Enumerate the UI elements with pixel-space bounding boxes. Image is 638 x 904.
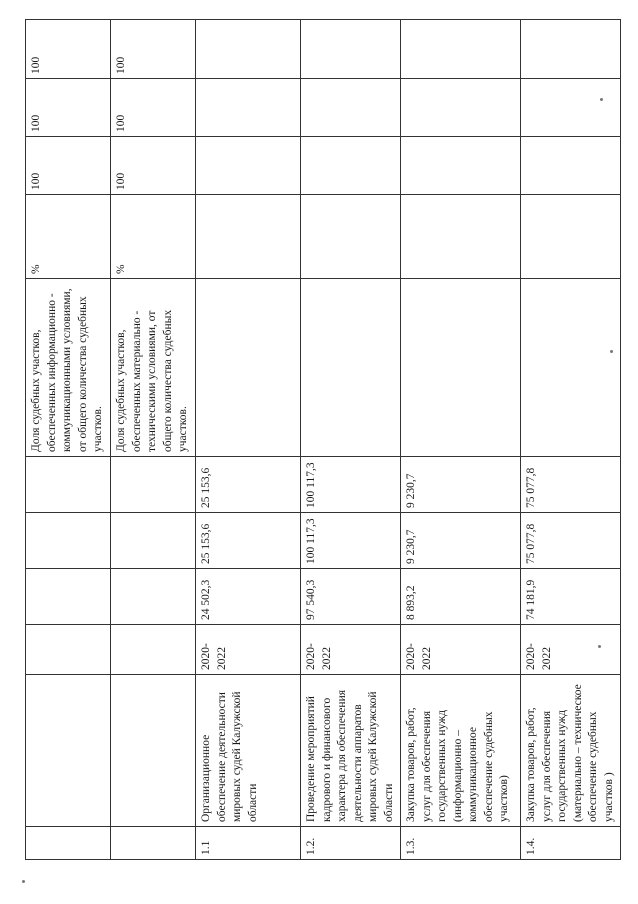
row-number-cell bbox=[111, 827, 196, 860]
period-cell: 2020-2022 bbox=[521, 625, 621, 675]
target-2022-cell bbox=[401, 20, 521, 79]
funding-2022-cell: 9 230,7 bbox=[401, 457, 521, 513]
unit-cell bbox=[401, 195, 521, 279]
scan-speck bbox=[22, 880, 25, 883]
event-name-cell: Проведение мероприятий кадрового и финансового характера для обеспечения деятельности аппаратов мировых судей Калужской области bbox=[301, 675, 401, 827]
unit-cell bbox=[521, 195, 621, 279]
funding-2021-cell: 100 117,3 bbox=[301, 513, 401, 569]
period-cell: 2020-2022 bbox=[401, 625, 521, 675]
scan-speck bbox=[610, 350, 613, 353]
event-name-cell: Организационное обеспечение деятельности мировых судей Калужской области bbox=[196, 675, 301, 827]
row-number-cell: 1.3. bbox=[401, 827, 521, 860]
row-number-cell: 1.4. bbox=[521, 827, 621, 860]
unit-cell: % bbox=[111, 195, 196, 279]
row-number-cell: 1.1 bbox=[196, 827, 301, 860]
funding-2021-cell bbox=[26, 513, 111, 569]
table-row bbox=[111, 20, 196, 860]
period-cell bbox=[111, 625, 196, 675]
funding-2022-cell: 25 153,6 bbox=[196, 457, 301, 513]
funding-2022-cell: 100 117,3 bbox=[301, 457, 401, 513]
row-number-cell bbox=[26, 827, 111, 860]
funding-2020-cell bbox=[26, 569, 111, 625]
target-2021-cell: 100 bbox=[26, 79, 111, 137]
target-2022-cell bbox=[521, 20, 621, 79]
target-2021-cell bbox=[301, 79, 401, 137]
unit-cell bbox=[196, 195, 301, 279]
funding-2020-cell bbox=[111, 569, 196, 625]
target-2021-cell bbox=[521, 79, 621, 137]
rotated-table-sheet bbox=[25, 20, 615, 860]
funding-2020-cell: 8 893,2 bbox=[401, 569, 521, 625]
indicator-name-cell: Доля судебных участков, обеспеченных информационно - коммуникационными условиями, от общего количества судебных участков. bbox=[26, 279, 111, 457]
funding-2022-cell bbox=[111, 457, 196, 513]
target-2022-cell bbox=[196, 20, 301, 79]
period-cell: 2020-2022 bbox=[196, 625, 301, 675]
unit-cell: % bbox=[26, 195, 111, 279]
target-2022-cell: 100 bbox=[111, 20, 196, 79]
target-2021-cell bbox=[401, 79, 521, 137]
target-2020-cell bbox=[196, 137, 301, 195]
indicator-name-cell bbox=[521, 279, 621, 457]
row-number-cell: 1.2. bbox=[301, 827, 401, 860]
table-row bbox=[196, 20, 301, 860]
indicator-name-cell bbox=[301, 279, 401, 457]
table-row bbox=[26, 20, 111, 860]
target-2020-cell bbox=[401, 137, 521, 195]
table-row bbox=[521, 20, 621, 860]
unit-cell bbox=[301, 195, 401, 279]
event-name-cell: Закупка товаров, работ, услуг для обеспечения государственных нужд (информационно – коммуникационное обеспечение судебных участков) bbox=[401, 675, 521, 827]
scan-speck bbox=[600, 98, 603, 101]
target-2021-cell: 100 bbox=[111, 79, 196, 137]
funding-2021-cell: 75 077,8 bbox=[521, 513, 621, 569]
indicator-name-cell: Доля судебных участков, обеспеченных материально - техническими условиями, от общего количества судебных участков. bbox=[111, 279, 196, 457]
funding-2022-cell: 75 077,8 bbox=[521, 457, 621, 513]
funding-2020-cell: 97 540,3 bbox=[301, 569, 401, 625]
scan-speck bbox=[598, 645, 601, 648]
program-table bbox=[25, 19, 621, 860]
table-row bbox=[301, 20, 401, 860]
indicator-name-cell bbox=[196, 279, 301, 457]
target-2020-cell: 100 bbox=[111, 137, 196, 195]
target-2022-cell bbox=[301, 20, 401, 79]
indicator-name-cell bbox=[401, 279, 521, 457]
funding-2022-cell bbox=[26, 457, 111, 513]
funding-2020-cell: 24 502,3 bbox=[196, 569, 301, 625]
period-cell bbox=[26, 625, 111, 675]
target-2022-cell: 100 bbox=[26, 20, 111, 79]
funding-2021-cell: 25 153,6 bbox=[196, 513, 301, 569]
event-name-cell: Закупка товаров, работ, услуг для обеспечения государственных нужд (материально – техническое обеспечение судебных участков ) bbox=[521, 675, 621, 827]
target-2020-cell bbox=[301, 137, 401, 195]
table-row bbox=[401, 20, 521, 860]
funding-2020-cell: 74 181,9 bbox=[521, 569, 621, 625]
event-name-cell bbox=[111, 675, 196, 827]
event-name-cell bbox=[26, 675, 111, 827]
funding-2021-cell: 9 230,7 bbox=[401, 513, 521, 569]
funding-2021-cell bbox=[111, 513, 196, 569]
target-2020-cell bbox=[521, 137, 621, 195]
target-2021-cell bbox=[196, 79, 301, 137]
period-cell: 2020-2022 bbox=[301, 625, 401, 675]
target-2020-cell: 100 bbox=[26, 137, 111, 195]
